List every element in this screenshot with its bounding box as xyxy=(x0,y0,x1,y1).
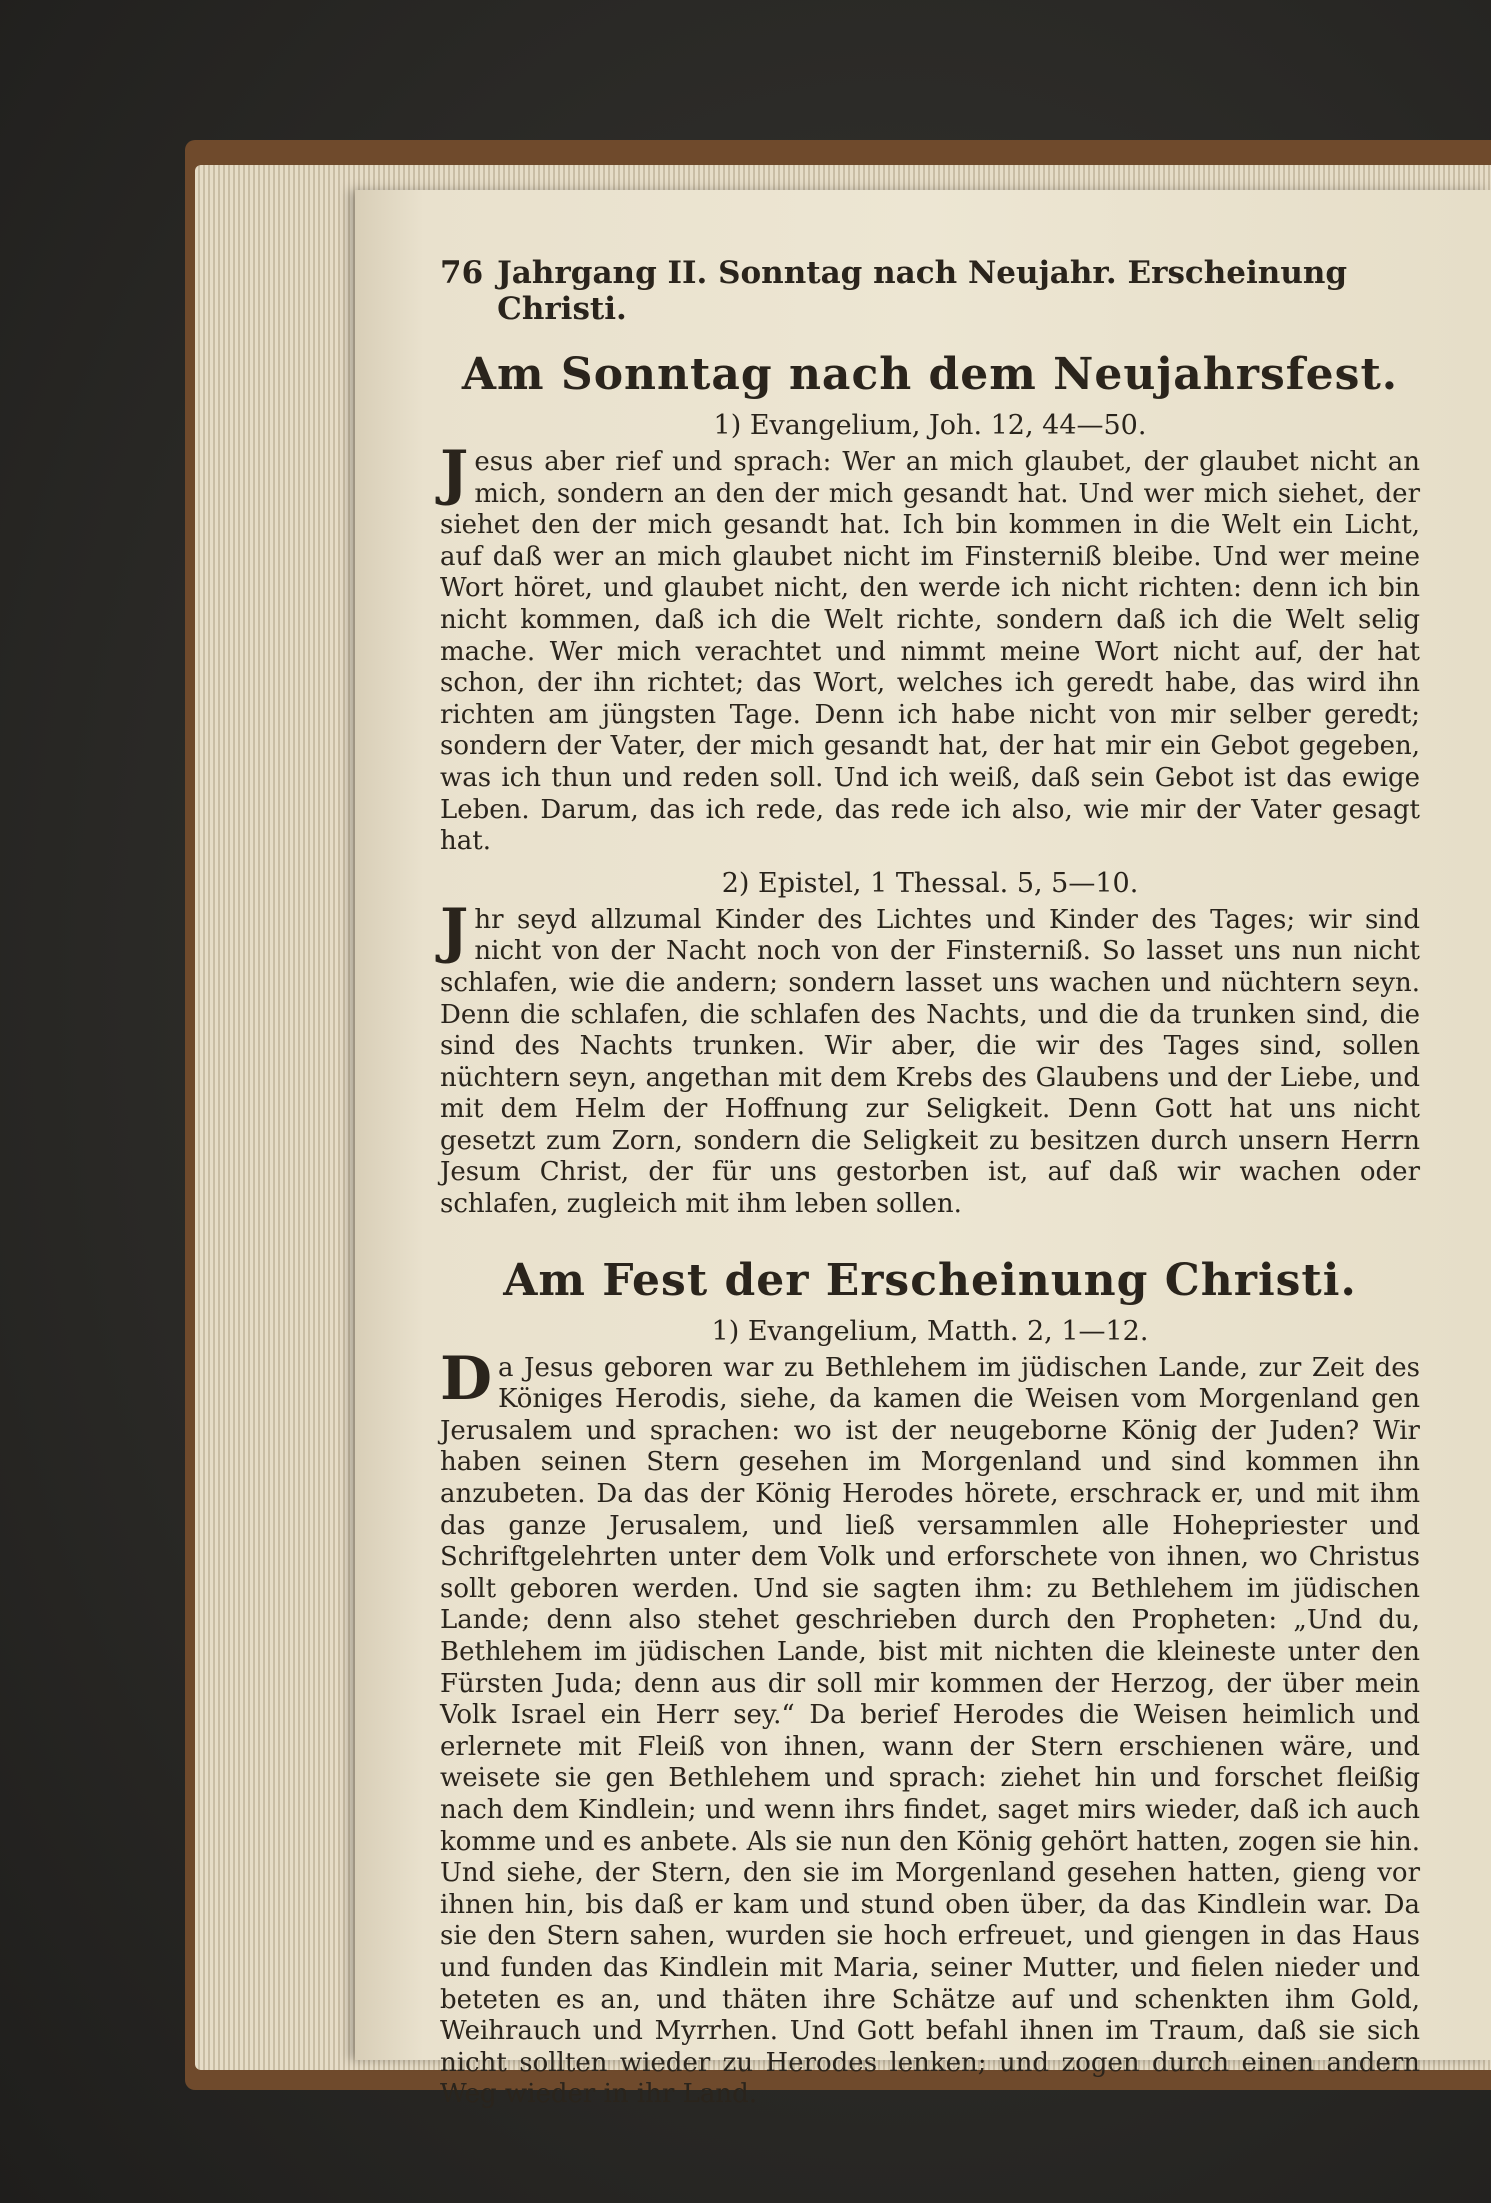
reading-heading-gospel-matthew: 1) Evangelium, Matth. 2, 1—12. xyxy=(711,1315,1149,1347)
running-head-title: Jahrgang II. Sonntag nach Neujahr. Erscheinung Christi. xyxy=(497,255,1348,327)
initial-letter: J xyxy=(440,895,469,966)
section-gap xyxy=(440,1221,1420,1255)
initial-letter: J xyxy=(440,438,469,508)
reading-body: esus aber rief und sprach: Wer an mich glaubet, der glaubet nicht an mich, sondern an den der mich gesandt hat. Und wer mich siehet, der siehet den der mich gesandt hat. Ich bin kommen in die Welt ein Licht, auf daß wer an mich glaubet nicht im Finsterniß bleibe. Und wer meine Wort höret, und glaubet nicht, den werde ich nicht richten: denn ich bin nicht kommen, daß ich die Welt richte, sondern daß ich die Welt selig mache. Wer mich verachtet und nimmt meine Wort nicht auf, der hat schon, der ihn richtet; das Wort, welches ich geredt habe, das wird ihn richten am jüngsten Tage. Denn ich habe nicht von mir selber geredt; sondern der Vater, der mich gesandt hat, der hat mir ein Gebot gegeben, was ich thun und reden soll. Und ich weiß, daß sein Gebot ist das ewige Leben. Darum, das ich rede, das rede ich also, wie mir der Vater gesagt hat. xyxy=(440,447,1420,857)
page-number: 76 xyxy=(440,255,484,291)
initial-letter: D xyxy=(440,1343,493,1414)
reading-heading-epistle-thess: 2) Epistel, 1 Thessal. 5, 5—10. xyxy=(721,867,1139,899)
section-title-sunday: Am Sonntag nach dem Neujahrsfest. xyxy=(461,349,1399,400)
reading-heading-gospel-john: 1) Evangelium, Joh. 12, 44—50. xyxy=(713,410,1147,441)
running-head xyxy=(440,255,1420,327)
reading-text-epistle-thess xyxy=(440,895,1420,1221)
reading-text-gospel-john xyxy=(440,438,1420,858)
page-text-block xyxy=(440,255,1420,2111)
reading-body: a Jesus geboren war zu Bethlehem im jüdischen Lande, zur Zeit des Königes Herodis, siehe, da kamen die Weisen vom Morgenland gen Jerusalem und sprachen: wo ist der neugeborne König der Juden? Wir haben seinen Stern gesehen im Morgenland und sind kommen ihn anzubeten. Da das der König Herodes hörete, erschrack er, und mit ihm das ganze Jerusalem, und ließ versammlen alle Hohepriester und Schriftgelehrten unter dem Volk und erforschete von ihnen, wo Christus sollt geboren werden. Und sie sagten ihm: zu Bethlehem im jüdischen Lande; denn also stehet geschrieben durch den Propheten: „Und du, Bethlehem im jüdischen Lande, bist mit nichten die kleineste unter den Fürsten Juda; denn aus dir soll mir kommen der Herzog, der über mein Volk Israel ein Herr sey.“ Da berief Herodes die Weisen heimlich und erlernete mit Fleiß von ihnen, wann der Stern erschienen wäre, und weisete sie gen Bethlehem und sprach: ziehet hin und forschet fleißig nach dem Kindlein; und wenn ihrs findet, saget mirs wieder, daß ich auch komme und es anbete. Als sie nun den König gehört hatten, zogen sie hin. Und siehe, der Stern, den sie im Morgenland gesehen hatten, gieng vor ihnen hin, bis daß er kam und stund oben über, da das Kindlein war. Da sie den Stern sahen, wurden sie hoch erfreuet, und giengen in das Haus und funden das Kindlein mit Maria, seiner Mutter, und fielen nieder und beteten es an, und thäten ihre Schätze auf und schenkten ihm Gold, Weihrauch und Myrrhen. Und Gott befahl ihnen im Traum, daß sie sich nicht sollten wieder zu Herodes lenken; und zogen durch einen andern Weg wieder in ihr Land. xyxy=(440,1352,1420,2110)
reading-text-gospel-matthew xyxy=(440,1343,1420,2111)
reading-body: hr seyd allzumal Kinder des Lichtes und Kinder des Tages; wir sind nicht von der Nacht noch von der Finsterniß. So lasset uns nun nicht schlafen, wie die andern; sondern lasset uns wachen und nüchtern seyn. Denn die schlafen, die schlafen des Nachts, und die da trunken sind, die sind des Nachts trunken. Wir aber, die wir des Tages sind, sollen nüchtern seyn, angethan mit dem Krebs des Glaubens und der Liebe, und mit dem Helm der Hoffnung zur Seligkeit. Denn Gott hat uns nicht gesetzt zum Zorn, sondern die Seligkeit zu besitzen durch unsern Herrn Jesum Christ, der für uns gestorben ist, auf daß wir wachen oder schlafen, zugleich mit ihm leben sollen. xyxy=(440,904,1420,1220)
section-title-epiphany: Am Fest der Erscheinung Christi. xyxy=(503,1254,1357,1306)
